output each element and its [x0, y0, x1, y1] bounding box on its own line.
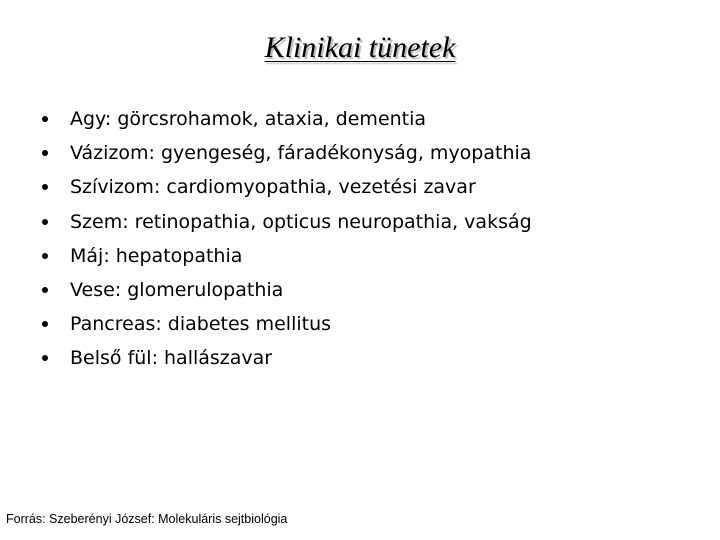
list-item — [40, 136, 532, 170]
bullet-icon — [42, 287, 48, 293]
bullet-icon — [42, 321, 48, 327]
bullet-icon — [42, 219, 48, 225]
bullet-icon — [42, 184, 48, 190]
bullet-icon — [42, 116, 48, 122]
list-item — [40, 307, 532, 341]
source-citation: Forrás: Szeberényi József: Molekuláris sejtbiológia — [6, 512, 288, 526]
list-item — [40, 239, 532, 273]
bullet-icon — [42, 355, 48, 361]
bullet-text: Agy: görcsrohamok, ataxia, dementia — [70, 108, 427, 131]
bullet-text: Máj: hepatopathia — [70, 244, 243, 267]
bullet-text: Szem: retinopathia, opticus neuropathia, vakság — [70, 210, 532, 233]
list-item — [40, 102, 532, 136]
bullet-text: Belső fül: hallászavar — [70, 347, 273, 370]
list-item — [40, 205, 532, 239]
list-item — [40, 170, 532, 204]
bullet-text: Vázizom: gyengeség, fáradékonyság, myopathia — [70, 142, 532, 165]
bullet-list — [40, 102, 532, 376]
bullet-text: Vese: glomerulopathia — [70, 279, 284, 302]
bullet-text: Szívizom: cardiomyopathia, vezetési zavar — [70, 176, 476, 199]
slide-title: Klinikai tünetek — [264, 31, 456, 64]
bullet-icon — [42, 253, 48, 259]
bullet-text: Pancreas: diabetes mellitus — [70, 313, 332, 336]
bullet-icon — [42, 150, 48, 156]
list-item — [40, 273, 532, 307]
list-item — [40, 341, 532, 375]
